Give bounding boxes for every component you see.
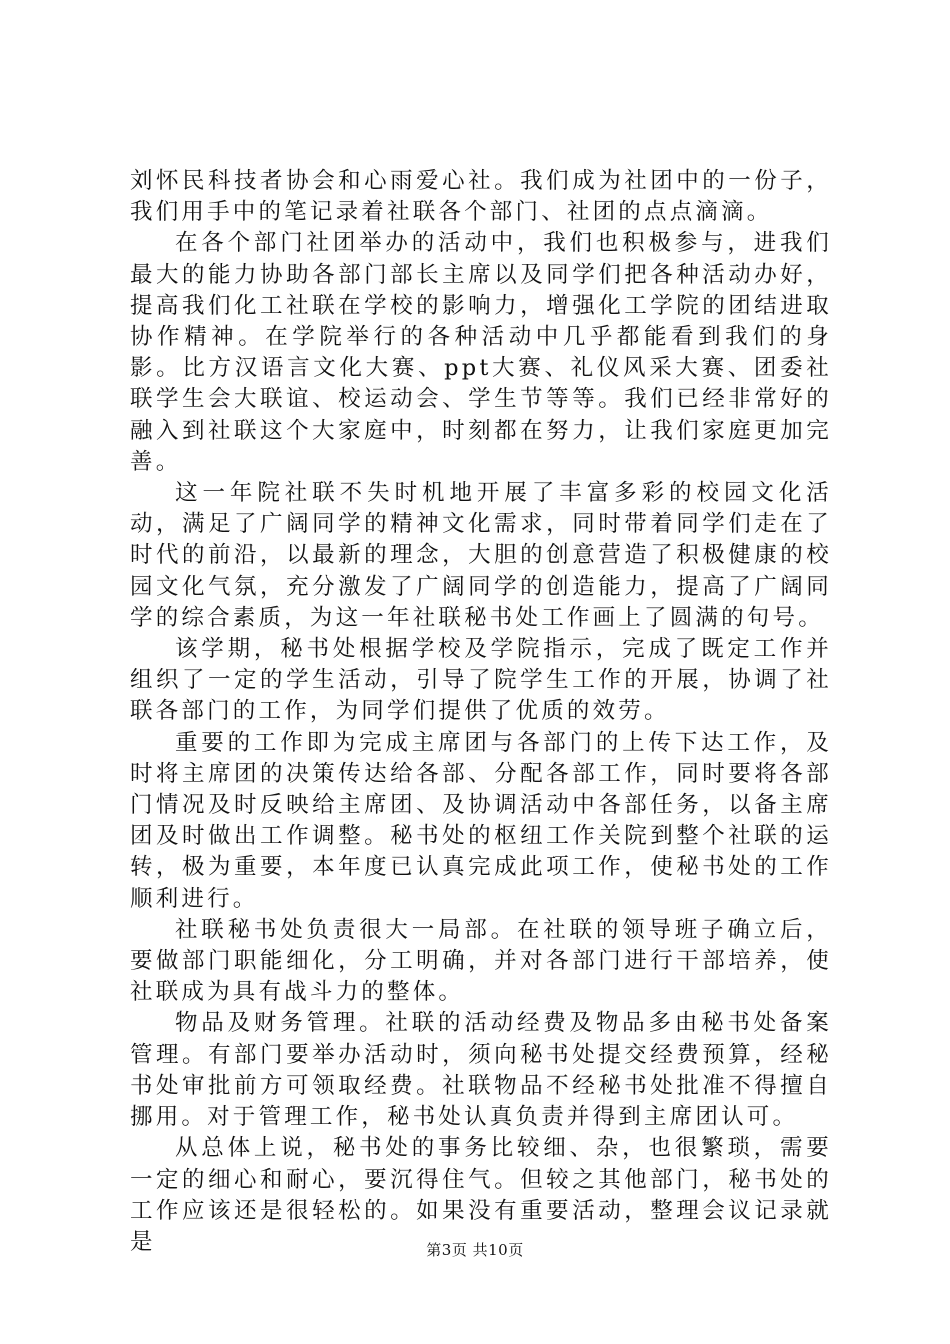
paragraph: 该学期，秘书处根据学校及学院指示，完成了既定工作并组织了一定的学生活动，引导了院学生工作的开展，协调了社联各部门的工作，为同学们提供了优质的效劳。 [130,636,832,725]
paragraph: 社联秘书处负责很大一局部。在社联的领导班子确立后，要做部门职能细化，分工明确，并对各部门进行干部培养，使社联成为具有战斗力的整体。 [130,916,832,1006]
paragraph: 物品及财务管理。社联的活动经费及物品多由秘书处备案管理。有部门要举办活动时，须向秘书处提交经费预算，经秘书处审批前方可领取经费。社联物品不经秘书处批准不得擅自挪用。对于管理工作，秘书处认真负责并得到主席团认可。 [130,1010,832,1131]
paragraph: 从总体上说，秘书处的事务比较细、杂，也很繁琐，需要一定的细心和耐心，要沉得住气。但较之其他部门，秘书处的工作应该还是很轻松的。如果没有重要活动，整理会议记录就是 [130,1135,832,1255]
paragraph: 这一年院社联不失时机地开展了丰富多彩的校园文化活动，满足了广阔同学的精神文化需求，同时带着同学们走在了时代的前沿，以最新的理念，大胆的创意营造了积极健康的校园文化气氛，充分激发了广阔同学的创造能力，提高了广阔同学的综合素质，为这一年社联秘书处工作画上了圆满的句号。 [130,480,832,631]
page-number-footer: 第3页 共10页 [426,1241,524,1259]
paragraph: 在各个部门社团举办的活动中，我们也积极参与，进我们最大的能力协助各部门部长主席以及同学们把各种活动办好，提高我们化工社联在学校的影响力，增强化工学院的团结进取协作精神。在学院举行的各种活动中几乎都能看到我们的身影。比方汉语言文化大赛、ppt大赛、礼仪风采大赛、团委社联学生会大联谊、校运动会、学生节等等。我们已经非常好的融入到社联这个大家庭中，时刻都在努力，让我们家庭更加完善。 [130,230,832,475]
paragraph-continued: 刘怀民科技者协会和心雨爱心社。我们成为社团中的一份子，我们用手中的笔记录着社联各个部门、社团的点点滴滴。 [130,168,832,226]
paragraph: 重要的工作即为完成主席团与各部门的上传下达工作，及时将主席团的决策传达给各部、分配各部工作，同时要将各部门情况及时反映给主席团、及协调活动中各部任务，以备主席团及时做出工作调整。秘书处的枢纽工作关院到整个社联的运转，极为重要，本年度已认真完成此项工作，使秘书处的工作顺利进行。 [130,729,832,912]
document-body [130,166,832,1258]
